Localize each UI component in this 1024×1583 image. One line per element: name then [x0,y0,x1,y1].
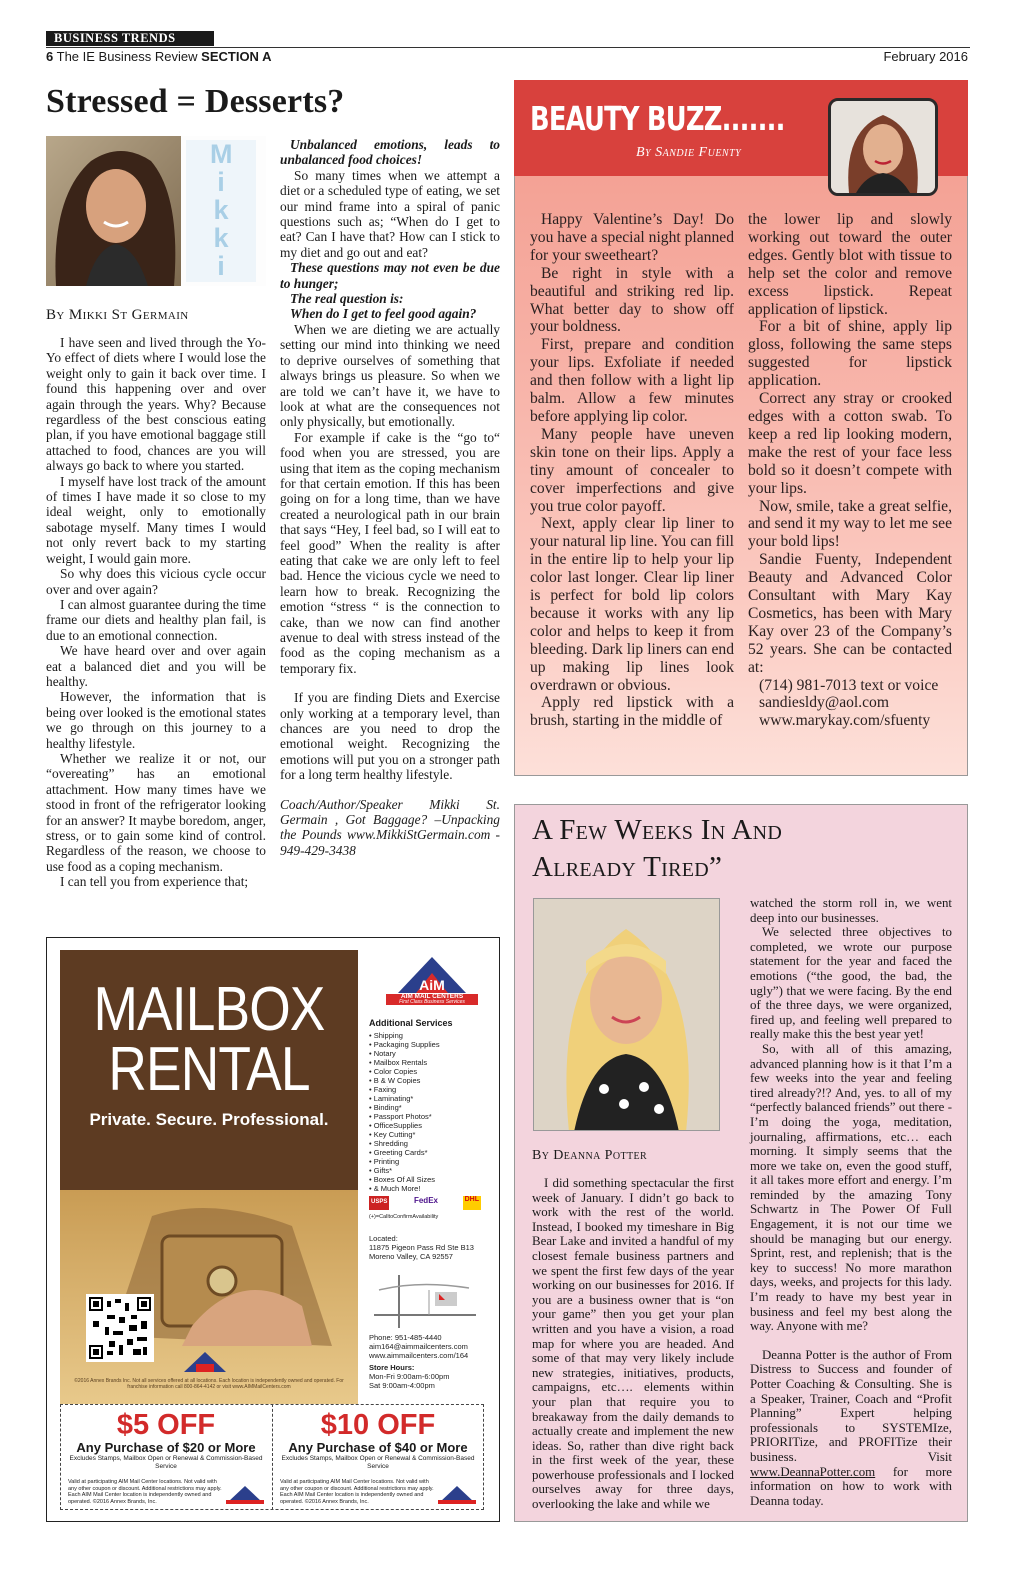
address-line-1: 11875 Pigeon Pass Rd Ste B13 [369,1243,474,1252]
subhead: These questions may not even be due to hunger; [280,260,500,291]
service-item: • Mailbox Rentals [369,1058,428,1067]
coupon-fine-print: Valid at participating AIM Mail Center locations. Not valid with any other coupon or discount. Additional restrictions may apply. Each AIM Mail Center location is independently owned and operated. ©2016 Annex Brands, Inc. [280,1479,434,1505]
coupon-logo-icon [438,1484,476,1504]
coupon-exclusions: Excludes Stamps, Mailbox Open or Renewal & Commission-Based Service [281,1455,475,1470]
paragraph: If you are finding Diets and Exercise only working at a temporary level, than chances are you need to drop the emotional weight. Recognizing the emotions will put you on a stronger path for a long term healthy lifestyle. [280,690,500,783]
author-photo-sandie [828,98,938,196]
ad-phone: Phone: 951-485-4440 [369,1333,442,1342]
ad-email[interactable]: aim164@aimmailcenters.com [369,1342,468,1351]
paragraph: Apply red lipstick with a brush, starting in the middle of [530,694,734,730]
contact-email[interactable]: sandiesldy@aol.com [759,694,889,712]
byline-mikki: By Mikki St Germain [46,307,189,323]
svg-text:AiM: AiM [419,977,445,993]
call-note: (+)=CalltoConfirmAvailability [369,1214,439,1220]
paragraph: I can tell you from experience that; [60,874,249,890]
paragraph: For example if cake is the “go to“ food when you are stressed, you are using that item as the coping mechanism for that certain emotion. If this has been going on for a long time, than we have created a neurological path in our brain that says “Hey, I feel bad, so I will eat to feel good” When the reality is after eating that cake we are only left to feel bad. Hence the vicious cycle we need to learn how to break. Recognizing the emotion “stress “ is the connection to cake, than we now can find another avenue to deal with stress instead of the food as the coping mechanism as a temporary fix. [280,429,500,676]
section-tag: BUSINESS TRENDS [46,31,214,46]
beauty-column-1 [530,211,734,730]
services-title: Additional Services [369,1018,453,1028]
subhead: Unbalanced emotions, leads to unbalanced food choices! [280,137,500,168]
paragraph: Many people have uneven skin tone on their lips. Apply a tiny amount of concealer to cover imperfections and give you true color payoff. [530,425,734,515]
paragraph: I myself have lost track of the amount of times I have made it so close to my ideal weight, only to emotionally sabotage myself. Many times I would not only revert back to my starting weight, I would gain more. [46,473,266,566]
paragraph: the lower lip and slowly working out toward the outer edges. Gently blot with tissue to help set the color and remove excess lipstick. Repeat application of lipstick. [748,211,952,318]
paragraph: Whether we realize it or not, our “overeating” has an emotional attachment. How many times have we stood in front of the refrigerator looking for an answer? It maybe boredom, anger, stress, or to gain some kind of control. Regardless of the reason, we choose to use food as a coping mechanism. [46,750,266,874]
fedex-logo: FedEx [413,1196,438,1205]
article-title-stressed: Stressed = Desserts? [46,83,345,120]
service-item: • Laminating* [369,1094,414,1103]
title-line-2: Already Tired” [532,851,723,883]
ad-website[interactable]: www.aimmailcenters.com/164 [369,1351,469,1360]
paragraph: So many times when we attempt a diet or a scheduled type of eating, we set our mind frame into a spiral of panic questions such as; “When do I get to eat? Can I have that? How can I stick to my diet and go out and eat? [280,167,500,260]
coupon-amount: $5 OFF [116,1409,216,1441]
coupon-divider [272,1404,273,1510]
paragraph: Be right in style with a beautiful and striking red lip. What better day to show off your boldness. [530,264,734,336]
article-title-tired [532,812,782,886]
service-item: • Shredding [369,1139,408,1148]
address-line-2: Moreno Valley, CA 92557 [369,1252,453,1261]
hours-label: Store Hours: [369,1363,415,1372]
contact-phone: (714) 981-7013 text or voice [759,676,939,694]
issue-date: February 2016 [883,49,968,64]
service-item: • Passport Photos* [369,1112,432,1121]
author-bio [750,1348,952,1509]
ad-headline-line-2: RENTAL [108,1035,310,1104]
paragraph: So, with all of this amazing, advanced planning how is it that I’m a few weeks into the year and feeling tired already?!? And, yes. to all of my “perfectly balanced friends” out there - I’m doing the yoga, meditation, journaling, affirmations, etc… each morning. It simply seems that the more we take on, even the good stuff, it all takes more effort and energy. I’m reminded by the amazing Tony Schwartz in The Power Of Full Engagement, it is not our time we should be managing but our energy. Sprint, rest, and replenish; that is the key to success! No more marathon days, weeks, and projects for this lady. I’m ready to have my best year in business and feel my best along the way. Anyone with me? [750,1041,952,1334]
located-label: Located: [369,1234,398,1243]
paragraph: I can almost guarantee during the time frame our diets and healthy plan fail, is due to an emotional connection. [46,596,266,643]
service-item: • OfficeSupplies [369,1121,422,1130]
aim-brand-sub: First Class Business Services [399,999,465,1005]
stress-column-1 [46,335,266,890]
carrier-logos [369,1196,481,1210]
byline-deanna: By Deanna Potter [532,1148,648,1163]
paragraph: Now, smile, take a great selfie, and send it my way to let me see your bold lips! [748,497,952,551]
service-item: • Shipping [369,1031,403,1040]
location-map[interactable] [369,1270,481,1330]
coupon-amount: $10 OFF [320,1409,436,1441]
dhl-logo: DHL [463,1196,481,1210]
service-item: • Notary [369,1049,396,1058]
service-item: • Faxing [369,1085,397,1094]
coupon-logo-icon [226,1484,264,1504]
header-rule [46,47,970,48]
tired-column-1 [532,1176,734,1512]
paragraph: Next, apply clear lip liner to your natural lip line. You can fill in the entire lip to help your lip color last longer. Clear lip liner is perfect for bold lip colors because it works with any lip color and helps to keep it from bleeding. Dark lip liners can end up making lip lines look overdrawn or obvious. [530,515,734,694]
coupon-label: Any Purchase of $40 or More [288,1440,468,1455]
ad-headline [81,975,337,1104]
ad-headline-line-1: MAILBOX [93,975,325,1044]
paragraph: watched the storm roll in, we went deep into our businesses. [750,896,952,925]
aim-brand-name: AIM MAIL CENTERS [400,993,464,1000]
tired-column-2 [750,896,952,1508]
service-item: • Color Copies [369,1067,418,1076]
service-item: • Packaging Supplies [369,1040,440,1049]
service-item: • B & W Copies [369,1076,421,1085]
page-header [46,49,271,64]
byline-sandie: By Sandie Fuenty [636,145,742,160]
coupon-label: Any Purchase of $20 or More [76,1440,256,1455]
author-signature: Coach/Author/Speaker Mikki St. Germain , Got Baggage? –Unpacking the Pounds www.MikkiStGermain.com - 949-429-3438 [280,796,500,858]
usps-logo: USPS [369,1196,389,1210]
paragraph: So why does this vicious cycle occur over and over again? [46,566,266,597]
paragraph: I have seen and lived through the Yo-Yo effect of diets where I would lose the weight only to gain it back over time. I found this happening over and over again through the years. Why? Because regardless of the best conscious eating plan, if you have emotional baggage still attached to food, chances are you will always go back to where you started. [46,335,266,474]
service-item: • & Much More! [369,1184,421,1193]
section-name: SECTION A [201,49,272,64]
paragraph: However, the information that is being over looked is the emotional states we go through on this journey to a healthy lifestyle. [46,689,266,751]
paragraph: We selected three objectives to completed, we wrote our purpose statement for the year and faced the emotions (“the good, the bad, the ugly”) that we were facing. By the end of the three days, we were organized, fired up, and feeling well prepared to really make this the best year yet! [750,925,952,1042]
paragraph: Sandie Fuenty, Independent Beauty and Advanced Color Consultant with Mary Kay Cosmetics, has been with Mary Kay over 23 of the Company’s 52 years. She can be contacted at: [748,551,952,676]
ad-tagline: Private. Secure. Professional. [89,1110,329,1129]
services-list [369,1031,440,1193]
bio-link[interactable]: www.DeannaPotter.com [750,1464,876,1479]
author-photo-mikki [46,136,266,286]
publication-name: The IE Business Review [56,49,198,64]
beauty-column-2 [748,211,952,730]
ad-contact [369,1333,468,1390]
paragraph: We have heard over and over again eat a balanced diet and you will be healthy. [46,643,266,689]
stress-column-2 [280,137,500,858]
beauty-buzz-title: BEAUTY BUZZ....... [530,99,785,138]
paragraph: Happy Valentine’s Day! Do you have a special night planned for your sweetheart? [530,211,734,264]
service-item: • Greeting Cards* [369,1148,428,1157]
ad-copyright: ©2016 Annex Brands Inc. Not all services offered at all locations. Each location is independently owned and operated. For franchise information call 800-864-4142 or visit www.AIMMailCenters.com [74,1378,344,1390]
hours-line-1: Mon-Fri 9:00am-6:00pm [369,1372,450,1381]
qr-code[interactable] [86,1294,154,1362]
service-item: • Key Cutting* [369,1130,416,1139]
ad-brand-badge [182,1350,228,1374]
title-line-1: A Few Weeks In And [532,814,783,846]
subhead: When do I get to feel good again? [290,306,477,322]
coupon-fine-print: Valid at participating AIM Mail Center locations. Not valid with any other coupon or discount. Additional restrictions may apply. Each AIM Mail Center location is independently owned and operated. ©2016 Annex Brands, Inc. [68,1479,222,1505]
ad-location [369,1234,474,1261]
paragraph: When we are dieting we are actually setting our mind into thinking we need to deprive ourselves of something that always brings us pleasure. So when we are told we can’t have it, we have to look at what are the consequences not only physically, but emotionally. [280,321,500,430]
subhead: The real question is: [290,291,404,307]
vertical-name-text: Mikki [210,139,233,281]
service-item: • Boxes Of All Sizes [369,1175,435,1184]
paragraph: I did something spectacular the first week of January. I didn’t go back to work with the rest of the world. Instead, I booked my timeshare in Big Bear Lake and invited a handful of my closest female business partners and we spent the first few days of the year working on our businesses for 2016. If you are a business owner that is “on your game” then you get your plan written and you have a vision, a road map for where you are headed. And some of that may very likely include new strategies, initiatives, products, campaigns, etc…. elements within your plan that require you to breakaway from the daily demands to actually create and implement the new ideas. So, rather than dive right back in the first week of the year, these powerhouse professionals and I locked ourselves away for three days, overlooking the lake and while we [532,1176,734,1512]
paragraph: Correct any stray or crooked edges with a cotton swab. To keep a red lip looking modern, make the rest of your face less bold so it doesn’t compete with your lips. [748,390,952,497]
paragraph: For a bit of shine, apply lip gloss, following the same steps suggested for lipstick application. [748,318,952,390]
service-item: • Binding* [369,1103,402,1112]
vertical-name [186,140,256,280]
author-photo-deanna [533,898,720,1131]
hours-line-2: Sat 9:00am-4:00pm [369,1381,435,1390]
service-item: • Gifts* [369,1166,393,1175]
service-item: • Printing [369,1157,400,1166]
coupon-exclusions: Excludes Stamps, Mailbox Open or Renewal & Commission-Based Service [69,1455,263,1470]
bio-text: Deanna Potter is the author of From Distress to Success and founder of Potter Coaching & Consulting. She is a Speaker, Trainer, Coach and “Profit Planning” Expert helping professionals to SYSTEMIze, PRIORITize, and PROFITize their business. Visit [750,1347,952,1464]
paragraph: First, prepare and condition your lips. Exfoliate if needed and then follow with a light lip balm. Allow a few minutes before applying lip color. [530,336,734,425]
bio-end: for more information on how to work with Deanna today. [750,1464,952,1508]
page-number: 6 [46,49,54,64]
contact-website[interactable]: www.marykay.com/sfuenty [759,712,931,730]
